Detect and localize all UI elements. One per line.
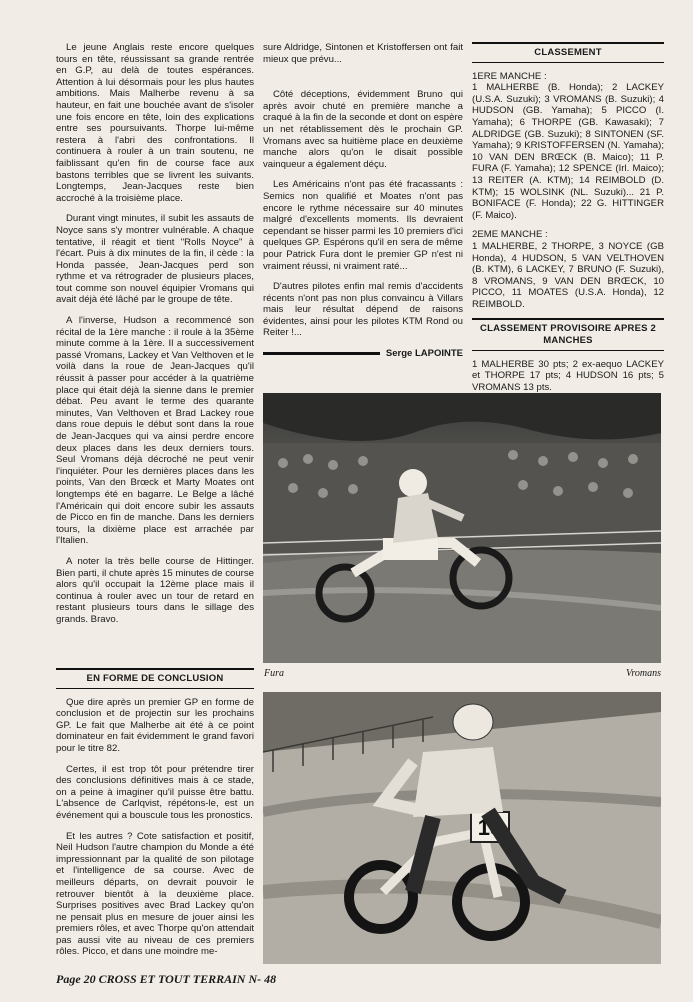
provisional-results: 1 MALHERBE 30 pts; 2 ex-aequo LACKEY et THORPE 17 pts; 4 HUDSON 16 pts; 5 VROMANS 13 pts.: [472, 358, 664, 393]
paragraph: D'autres pilotes enfin mal remis d'accidents récents n'ont pas non plus convaincu à Villars mais leur résultat dépend de raisons évidentes, ainsi pour les pilotes KTM Rond ou Reiter !...: [263, 281, 463, 339]
article-column-2: [263, 42, 463, 360]
photo-vromans-illustration: [263, 692, 661, 964]
section-heading-provisoire: CLASSEMENT PROVISOIRE APRES 2 MANCHES: [472, 318, 664, 350]
manche1-results: 1 MALHERBE (B. Honda); 2 LACKEY (U.S.A. Suzuki); 3 VROMANS (B. Suzuki); 4 HUDSON (GB. Yamaha); 5 PICCO (I. Yamaha); 6 THORPE (GB. Kawasaki); 7 ALDRIDGE (GB. Suzuki); 8 SINTONEN (SF. Yamaha); 9 KRISTOFFERSEN (N. Yamaha); 10 VAN DEN BRŒCK (B. Maico); 11 P. FURA (F. Yamaha); 12 SPENCE (Irl. Maico); 13 REITER (A. KTM); 14 REIMBOLD (D. KTM); 15 WOLSINK (NL. Suzuki)... 21 P. BONIFACE (F. Honda); 22 G. HITTINGER (F. Maico).: [472, 82, 664, 221]
manche1-title: 1ERE MANCHE :: [472, 70, 547, 82]
paragraph: Côté déceptions, évidemment Bruno qui après avoir chuté en première manche a craqué à la fin de la seconde et dont on espère un net rétablissement dès le prochain GP. Vromans avec sa huitième place en deuxième manche alors qu'on le disait possible vainqueur a également déçu.: [263, 89, 464, 170]
section-heading-classement: CLASSEMENT: [472, 42, 664, 63]
manche2-results: 1 MALHERBE, 2 THORPE, 3 NOYCE (GB Honda), 4 HUDSON, 5 VAN VELTHOVEN (B. KTM), 6 LACKEY, 7 BRUNO (F. Suzuki), 8 VROMANS, 9 VAN DEN BRŒCK, 10 PICCO, 11 MOATES (U.S.A. Honda), 12 REIMBOLD.: [472, 240, 664, 310]
photo-caption-right: Vromans: [626, 668, 661, 679]
results-column: [472, 42, 664, 401]
article-column-1: [56, 42, 254, 635]
page-footer: Page 20 CROSS ET TOUT TERRAIN N- 48: [56, 972, 277, 986]
paragraph: Les Américains n'ont pas été fracassants : Semics non qualifié et Moates n'ont pas encore le rythme nécessaire sur 40 minutes malgré d'excellents moments. Ils devraient cependant se hisser parmi les 10 premiers d'ici quelques GP. Espérons qu'il en sera de même pour Patrick Fura dont le premier GP n'est ni vraiment réussi, ni vraiment raté...: [263, 179, 463, 272]
paragraph: sure Aldridge, Sintonen et Kristoffersen ont fait mieux que prévu...: [263, 42, 463, 65]
paragraph: Et les autres ? Cote satisfaction et positif, Neil Hudson l'autre champion du Monde a été impressionnant par la qualité de son pilotage et l'intelligence de sa course. Avec de meilleurs départs, on devrait pouvoir le retrouver bientôt à la deuxième place. Surprises positives avec Brad Lackey qu'on ne pensait plus en mesure de jouer ainsi les premiers rôles, et avec Thorpe qu'on attendait pas aussi vite au niveau de ces premiers rôles. Picco, et dans une moindre me-: [56, 830, 254, 958]
paragraph: A l'inverse, Hudson a recommencé son récital de la 1ère manche : il roule à la 35ème minute comme à la 1ère. Il a successivement passé Vromans, Lackey et Van Velthoven et le voilà dans la roue de Jean-Jacques qu'il réussit à passer pour accéder à la quatrième place qui était déjà la sienne dans le premier débat. Peu avant le terme des quarante minutes, Van Velthoven et Brad Lackey roue dans roue depuis le début sont dans la roue de Jean-Jacques qui va ainsi perdre encore deux places dans les deux derniers tours. Seul Vromans déjà décroché ne peut venir l'inquiéter. Pour les dernières places dans les points, Van den Brœck et Marty Moates ont longtemps été en bagarre. Le Belge a lâché l'Américain qui doit encore subir les assauts de Picco en fin de manche. Dans les derniers tours, la dixième place est arrachée par l'Italien.: [56, 315, 254, 547]
paragraph: A noter la très belle course de Hittinger. Bien parti, il chute après 15 minutes de course alors qu'il occupait la 12ème place mais il continua à rouler avec un tour de retard en restant plusieurs tours dans le sillage des grands. Bravo.: [56, 555, 254, 625]
byline-rule: [263, 352, 380, 355]
race-number-plate: 18: [477, 815, 503, 840]
photo-fura: [263, 393, 661, 663]
section-heading-conclusion: EN FORME DE CONCLUSION: [56, 668, 254, 689]
paragraph: Certes, il est trop tôt pour prétendre tirer des conclusions définitives mais à ce stade, on a peine à imaginer qu'il puisse être battu. L'absence de Carlqvist, répétons-le, est un événement qui a bouscule tous les pronostics.: [56, 763, 254, 821]
conclusion-section: [56, 668, 254, 967]
paragraph: Que dire après un premier GP en forme de conclusion et de projectin sur les prochains GP. Le fait que Malherbe ait été à ce point dominateur en fait évidemment le grand favori pour le titre 82.: [56, 696, 254, 754]
paragraph: Durant vingt minutes, il subit les assauts de Noyce sans s'y montrer vulnérable. A chaque tentative, il réagit et tient "Rolls Noyce" à l'écart. Puis à dix minutes de la fin, il cède : la Honda passée, Jean-Jacques perd son rythme et va rétrograder de plusieurs places, tout comme son nouvel équipier Vromans qui avait déjà été lâché par le groupe de tête.: [56, 213, 254, 306]
photo-caption-left: Fura: [264, 668, 284, 679]
paragraph: Le jeune Anglais reste encore quelques tours en tête, réussissant sa grande rentrée en G.P, au delà de toutes espérances. Attention à lui désormais pour les plus hautes ambitions. Mais Malherbe revenu à sa hauteur, en fait une bouchée avant de s'isoler une fois encore en tête, loin des explications entre ses poursuivants. Thorpe lui-même restera à l'abri des confrontations. Il continuera à rouler à un train soutenu, ne faiblissant qu'en fin de course face aux bastons terribles que se livrent les suivants. Longtemps, Jean-Jacques reste bien accroché à la troisième place.: [56, 42, 254, 204]
manche2-title: 2EME MANCHE :: [472, 229, 548, 241]
author-name: Serge LAPOINTE: [385, 348, 463, 360]
byline: [263, 348, 463, 360]
photo-fura-illustration: [263, 393, 661, 663]
photo-vromans: [263, 692, 661, 964]
